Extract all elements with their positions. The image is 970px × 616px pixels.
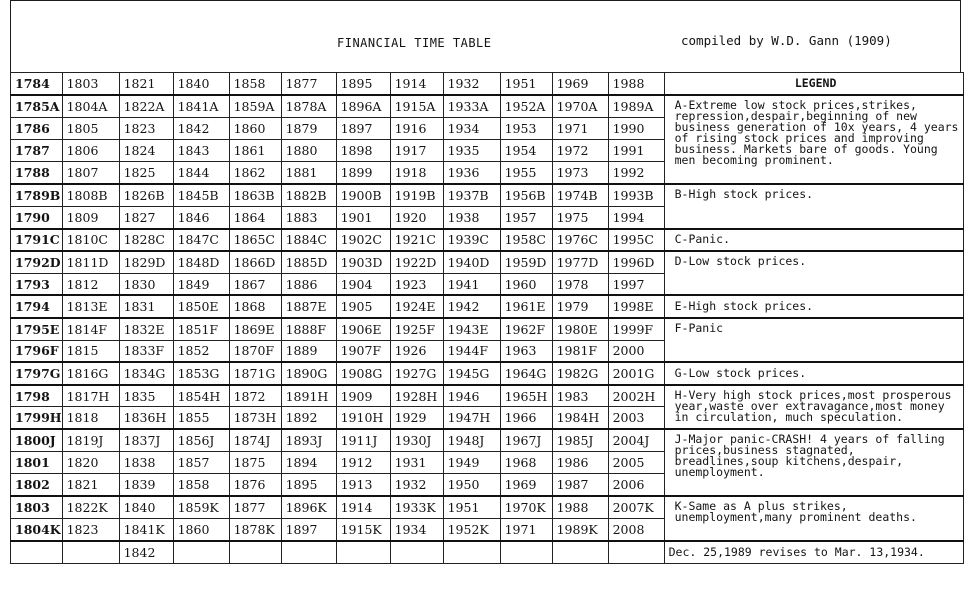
year-cell: 1946: [443, 385, 500, 407]
year-cell: 1865C: [229, 229, 281, 251]
year-cell: 1952K: [443, 518, 500, 540]
legend-entry: J-Major panic-CRASH! 4 years of falling prices,business stagnated, breadlines,soup kitchens,despair, unemployment.: [664, 429, 963, 496]
year-cell: 1840: [173, 73, 229, 95]
year-cell: 1931: [390, 452, 443, 474]
year-cell: 1972: [552, 139, 608, 161]
year-cell: 1810C: [62, 229, 119, 251]
legend-heading: LEGEND: [664, 73, 963, 95]
year-cell: 1949: [443, 452, 500, 474]
year-cell: 1832E: [119, 318, 173, 340]
year-cell: 1877: [281, 73, 336, 95]
year-cell: 1956B: [500, 184, 552, 206]
year-cell: [390, 541, 443, 563]
year-cell: 1934: [390, 518, 443, 540]
year-cell: 1827: [119, 206, 173, 228]
year-cell: 1866D: [229, 251, 281, 273]
year-cell: 1994: [608, 206, 664, 228]
year-cell: 1805: [62, 117, 119, 139]
year-cell: 1864: [229, 206, 281, 228]
year-cell: 1882B: [281, 184, 336, 206]
year-cell: 1915K: [336, 518, 390, 540]
year-cell: 1860: [229, 117, 281, 139]
year-cell: 1830: [119, 273, 173, 295]
year-cell: 1872: [229, 385, 281, 407]
year-cell: 2000: [608, 340, 664, 362]
year-cell: 1988: [552, 496, 608, 518]
year-cell: 1868: [229, 295, 281, 317]
year-cell: 1915A: [390, 95, 443, 117]
table-row: [11, 362, 964, 384]
year-cell: 1974B: [552, 184, 608, 206]
year-cell: 1966: [500, 407, 552, 429]
year-cell: 1917: [390, 139, 443, 161]
year-cell: 1848D: [173, 251, 229, 273]
year-cell: 1976C: [552, 229, 608, 251]
year-cell: 1788: [11, 162, 63, 184]
year-cell: 1837J: [119, 429, 173, 451]
year-cell: 1807: [62, 162, 119, 184]
year-grid-table: [10, 72, 964, 564]
year-cell: 1794: [11, 295, 63, 317]
year-cell: 1959D: [500, 251, 552, 273]
year-cell: 1895: [336, 73, 390, 95]
year-cell: 1841K: [119, 518, 173, 540]
grid-body: [11, 73, 964, 564]
year-cell: 1893J: [281, 429, 336, 451]
year-cell: 1933K: [390, 496, 443, 518]
year-cell: 1979: [552, 295, 608, 317]
year-cell: 1999F: [608, 318, 664, 340]
year-cell: 1918: [390, 162, 443, 184]
year-cell: 1940D: [443, 251, 500, 273]
year-cell: 1841A: [173, 95, 229, 117]
year-cell: 1847C: [173, 229, 229, 251]
year-cell: 1924E: [390, 295, 443, 317]
year-cell: 1849: [173, 273, 229, 295]
year-cell: 2002H: [608, 385, 664, 407]
year-cell: 1856J: [173, 429, 229, 451]
year-cell: 1791C: [11, 229, 63, 251]
year-cell: 1910H: [336, 407, 390, 429]
year-cell: 1815: [62, 340, 119, 362]
year-cell: 1943E: [443, 318, 500, 340]
year-cell: 1961E: [500, 295, 552, 317]
year-cell: 1913: [336, 474, 390, 496]
year-cell: 1876: [229, 474, 281, 496]
year-cell: 1968: [500, 452, 552, 474]
year-cell: 1799H: [11, 407, 63, 429]
year-cell: 1875: [229, 452, 281, 474]
year-cell: 1842: [119, 541, 173, 563]
year-cell: 2004J: [608, 429, 664, 451]
year-cell: 1859A: [229, 95, 281, 117]
year-cell: 1903D: [336, 251, 390, 273]
year-cell: 1809: [62, 206, 119, 228]
year-cell: 1920: [390, 206, 443, 228]
year-cell: 1831: [119, 295, 173, 317]
year-cell: 1884C: [281, 229, 336, 251]
legend-entry: A-Extreme low stock prices,strikes, repression,despair,beginning of new business generation of 10x years, 4 years of rising stock prices and improving business. Markets bare of goods. Young men becoming prominent.: [664, 95, 963, 184]
year-cell: 1886: [281, 273, 336, 295]
year-cell: 1843: [173, 139, 229, 161]
year-cell: 1969: [552, 73, 608, 95]
year-cell: 1993B: [608, 184, 664, 206]
year-cell: 1942: [443, 295, 500, 317]
year-cell: [173, 541, 229, 563]
legend-entry: F-Panic: [664, 318, 963, 363]
year-cell: 1800J: [11, 429, 63, 451]
year-cell: 1947H: [443, 407, 500, 429]
year-cell: 1892: [281, 407, 336, 429]
year-cell: 1896K: [281, 496, 336, 518]
year-cell: 1845B: [173, 184, 229, 206]
year-cell: 1821: [119, 73, 173, 95]
year-cell: 1867: [229, 273, 281, 295]
year-cell: 1819J: [62, 429, 119, 451]
year-cell: 1952A: [500, 95, 552, 117]
year-cell: 1970A: [552, 95, 608, 117]
year-cell: 1951: [443, 496, 500, 518]
year-cell: 1964G: [500, 362, 552, 384]
year-cell: 1975: [552, 206, 608, 228]
year-cell: 1938: [443, 206, 500, 228]
year-cell: 1916: [390, 117, 443, 139]
year-cell: 1878A: [281, 95, 336, 117]
year-cell: 1793: [11, 273, 63, 295]
header-years-row: [11, 73, 964, 95]
year-cell: 1933A: [443, 95, 500, 117]
year-cell: 1911J: [336, 429, 390, 451]
year-cell: 1823: [119, 117, 173, 139]
year-cell: 1825: [119, 162, 173, 184]
year-cell: 1887E: [281, 295, 336, 317]
year-cell: 1948J: [443, 429, 500, 451]
legend-entry: K-Same as A plus strikes, unemployment,many prominent deaths.: [664, 496, 963, 541]
year-cell: 1957: [500, 206, 552, 228]
year-cell: 1842: [173, 117, 229, 139]
year-cell: 1914: [336, 496, 390, 518]
year-cell: 1851F: [173, 318, 229, 340]
year-cell: 1850E: [173, 295, 229, 317]
year-cell: 1801: [11, 452, 63, 474]
footer-row: [11, 541, 964, 563]
year-cell: 1978: [552, 273, 608, 295]
table-row: [11, 251, 964, 273]
year-cell: 1812: [62, 273, 119, 295]
year-cell: 1967J: [500, 429, 552, 451]
year-cell: 1936: [443, 162, 500, 184]
year-cell: 1929: [390, 407, 443, 429]
table-row: [11, 295, 964, 317]
year-cell: 1971: [552, 117, 608, 139]
year-cell: 1926: [390, 340, 443, 362]
year-cell: 1922D: [390, 251, 443, 273]
year-cell: 1853G: [173, 362, 229, 384]
year-cell: 1897: [336, 117, 390, 139]
year-cell: 1989A: [608, 95, 664, 117]
year-cell: 1840: [119, 496, 173, 518]
year-cell: 1902C: [336, 229, 390, 251]
year-cell: 1883: [281, 206, 336, 228]
year-cell: 1990: [608, 117, 664, 139]
year-cell: 1904: [336, 273, 390, 295]
year-cell: 1898: [336, 139, 390, 161]
year-cell: 1997: [608, 273, 664, 295]
year-cell: 1934: [443, 117, 500, 139]
page-title: FINANCIAL TIME TABLE: [337, 36, 492, 50]
year-cell: 1839: [119, 474, 173, 496]
year-cell: 1907F: [336, 340, 390, 362]
year-cell: 1981F: [552, 340, 608, 362]
year-cell: 1951: [500, 73, 552, 95]
year-cell: [552, 541, 608, 563]
year-cell: 1998E: [608, 295, 664, 317]
year-cell: 1870F: [229, 340, 281, 362]
year-cell: [500, 541, 552, 563]
year-cell: 2008: [608, 518, 664, 540]
year-cell: 1971: [500, 518, 552, 540]
legend-entry: D-Low stock prices.: [664, 251, 963, 296]
year-cell: 1932: [443, 73, 500, 95]
year-cell: 1896A: [336, 95, 390, 117]
year-cell: 1869E: [229, 318, 281, 340]
year-cell: 1834G: [119, 362, 173, 384]
year-cell: 1912: [336, 452, 390, 474]
table-row: [11, 95, 964, 117]
year-cell: 2001G: [608, 362, 664, 384]
year-cell: 1833F: [119, 340, 173, 362]
year-cell: 1965H: [500, 385, 552, 407]
year-cell: 1863B: [229, 184, 281, 206]
table-row: [11, 496, 964, 518]
table-row: [11, 385, 964, 407]
year-cell: 1945G: [443, 362, 500, 384]
year-cell: 1803: [11, 496, 63, 518]
year-cell: 1797G: [11, 362, 63, 384]
year-cell: 1919B: [390, 184, 443, 206]
year-cell: 1901: [336, 206, 390, 228]
year-cell: 1792D: [11, 251, 63, 273]
year-cell: 1988: [608, 73, 664, 95]
year-cell: 1944F: [443, 340, 500, 362]
year-cell: 1816G: [62, 362, 119, 384]
year-cell: 1873H: [229, 407, 281, 429]
year-cell: 1806: [62, 139, 119, 161]
year-cell: 1785A: [11, 95, 63, 117]
year-cell: 1859K: [173, 496, 229, 518]
year-cell: 1941: [443, 273, 500, 295]
year-cell: 1836H: [119, 407, 173, 429]
year-cell: 1804K: [11, 518, 63, 540]
year-cell: 1890G: [281, 362, 336, 384]
year-cell: 1950: [443, 474, 500, 496]
year-cell: 1844: [173, 162, 229, 184]
year-cell: 1888F: [281, 318, 336, 340]
year-cell: 2003: [608, 407, 664, 429]
year-cell: 1973: [552, 162, 608, 184]
year-cell: 1897: [281, 518, 336, 540]
year-cell: 1985J: [552, 429, 608, 451]
year-cell: 1829D: [119, 251, 173, 273]
year-cell: 1795E: [11, 318, 63, 340]
legend-entry: G-Low stock prices.: [664, 362, 963, 384]
year-cell: 1880: [281, 139, 336, 161]
year-cell: 1963: [500, 340, 552, 362]
year-cell: 1818: [62, 407, 119, 429]
table-row: [11, 429, 964, 451]
year-cell: 2007K: [608, 496, 664, 518]
year-cell: 2005: [608, 452, 664, 474]
year-cell: 1820: [62, 452, 119, 474]
year-cell: 1874J: [229, 429, 281, 451]
year-cell: 1905: [336, 295, 390, 317]
year-cell: 1808B: [62, 184, 119, 206]
year-cell: 1813E: [62, 295, 119, 317]
legend-entry: C-Panic.: [664, 229, 963, 251]
year-cell: 1822K: [62, 496, 119, 518]
year-cell: 1822A: [119, 95, 173, 117]
year-cell: [229, 541, 281, 563]
year-cell: 1914: [390, 73, 443, 95]
year-cell: 1790: [11, 206, 63, 228]
year-cell: 1862: [229, 162, 281, 184]
year-cell: 1906E: [336, 318, 390, 340]
year-cell: 1802: [11, 474, 63, 496]
compiler-credit: compiled by W.D. Gann (1909): [681, 33, 892, 48]
year-cell: [443, 541, 500, 563]
year-cell: 1852: [173, 340, 229, 362]
year-cell: 1824: [119, 139, 173, 161]
legend-entry: B-High stock prices.: [664, 184, 963, 229]
year-cell: 1895: [281, 474, 336, 496]
year-cell: 1787: [11, 139, 63, 161]
year-cell: 1878K: [229, 518, 281, 540]
year-cell: 1984H: [552, 407, 608, 429]
year-cell: 1996D: [608, 251, 664, 273]
year-cell: 1928H: [390, 385, 443, 407]
year-cell: 1828C: [119, 229, 173, 251]
year-cell: [62, 541, 119, 563]
year-cell: [11, 541, 63, 563]
year-cell: 1995C: [608, 229, 664, 251]
legend-entry: H-Very high stock prices,most prosperous year,waste over extravagance,most money in circulation, much speculation.: [664, 385, 963, 430]
year-cell: 1885D: [281, 251, 336, 273]
year-cell: 1953: [500, 117, 552, 139]
year-cell: 1879: [281, 117, 336, 139]
year-cell: 1970K: [500, 496, 552, 518]
year-cell: 1921C: [390, 229, 443, 251]
year-cell: 1969: [500, 474, 552, 496]
year-cell: 1803: [62, 73, 119, 95]
year-cell: 1960: [500, 273, 552, 295]
year-cell: 1846: [173, 206, 229, 228]
year-cell: [336, 541, 390, 563]
year-cell: 1930J: [390, 429, 443, 451]
year-cell: 1871G: [229, 362, 281, 384]
year-cell: 1958C: [500, 229, 552, 251]
year-cell: 1881: [281, 162, 336, 184]
year-cell: 1991: [608, 139, 664, 161]
year-cell: 1989K: [552, 518, 608, 540]
year-cell: 1980E: [552, 318, 608, 340]
table-row: [11, 318, 964, 340]
year-cell: 1826B: [119, 184, 173, 206]
year-cell: 1814F: [62, 318, 119, 340]
year-cell: 1954: [500, 139, 552, 161]
year-cell: 1923: [390, 273, 443, 295]
year-cell: 1962F: [500, 318, 552, 340]
year-cell: 1861: [229, 139, 281, 161]
year-cell: 1955: [500, 162, 552, 184]
year-cell: 1899: [336, 162, 390, 184]
year-cell: 1932: [390, 474, 443, 496]
year-cell: 1804A: [62, 95, 119, 117]
year-cell: 1986: [552, 452, 608, 474]
year-cell: 1798: [11, 385, 63, 407]
year-cell: 1939C: [443, 229, 500, 251]
year-cell: 1927G: [390, 362, 443, 384]
year-cell: 1858: [173, 474, 229, 496]
year-cell: 1823: [62, 518, 119, 540]
year-cell: 1821: [62, 474, 119, 496]
year-cell: 1937B: [443, 184, 500, 206]
year-cell: 1784: [11, 73, 63, 95]
year-cell: 1977D: [552, 251, 608, 273]
year-cell: 1811D: [62, 251, 119, 273]
year-cell: 2006: [608, 474, 664, 496]
year-cell: 1891H: [281, 385, 336, 407]
year-cell: 1935: [443, 139, 500, 161]
year-cell: 1894: [281, 452, 336, 474]
year-cell: 1992: [608, 162, 664, 184]
footer-note: Dec. 25,1989 revises to Mar. 13,1934.: [664, 541, 963, 563]
table-row: [11, 229, 964, 251]
year-cell: 1838: [119, 452, 173, 474]
year-cell: 1789B: [11, 184, 63, 206]
year-cell: 1982G: [552, 362, 608, 384]
year-cell: 1835: [119, 385, 173, 407]
year-cell: 1817H: [62, 385, 119, 407]
year-cell: [281, 541, 336, 563]
year-cell: 1854H: [173, 385, 229, 407]
year-cell: 1796F: [11, 340, 63, 362]
year-cell: 1855: [173, 407, 229, 429]
year-cell: 1858: [229, 73, 281, 95]
year-cell: 1857: [173, 452, 229, 474]
year-cell: 1987: [552, 474, 608, 496]
year-cell: 1860: [173, 518, 229, 540]
year-cell: 1786: [11, 117, 63, 139]
year-cell: 1889: [281, 340, 336, 362]
year-cell: 1909: [336, 385, 390, 407]
year-cell: [608, 541, 664, 563]
year-cell: 1900B: [336, 184, 390, 206]
year-cell: 1908G: [336, 362, 390, 384]
year-cell: 1877: [229, 496, 281, 518]
legend-entry: E-High stock prices.: [664, 295, 963, 317]
year-cell: 1983: [552, 385, 608, 407]
table-row: [11, 184, 964, 206]
year-cell: 1925F: [390, 318, 443, 340]
